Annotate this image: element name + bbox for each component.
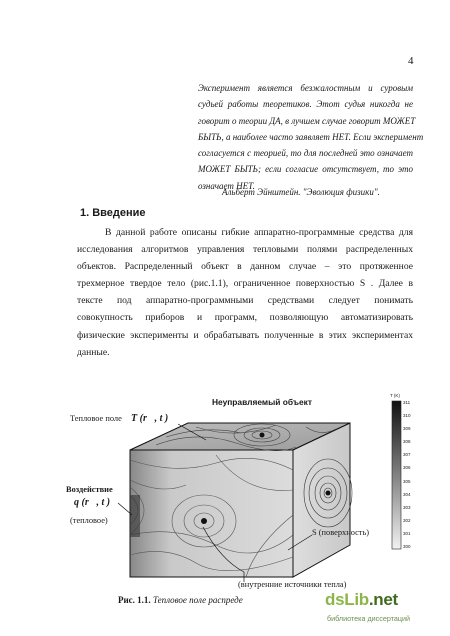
body-line: исследования алгоритмов управления тепловыми полями распределенных: [77, 244, 413, 256]
caption-label: Рис. 1.1.: [118, 595, 151, 605]
figure-title: Неуправляемый объект: [212, 397, 312, 407]
epigraph-line: судьей работы теоретиков. Этот судья никогда не: [198, 99, 413, 110]
epigraph-line: Эксперимент является безжалостным и суровым: [198, 83, 413, 93]
thermal-field-label: Тепловое поле: [70, 414, 122, 423]
epigraph: [198, 80, 424, 194]
scale-tick-label: 301: [403, 530, 411, 536]
caption-text: Тепловое поле распреде: [152, 595, 243, 605]
watermark-logo: [325, 590, 398, 610]
scale-tick-label: 310: [403, 413, 411, 419]
side-hotspot: [326, 491, 331, 496]
epigraph-attribution: Альберт Эйнштейн. "Эволюция физики".: [222, 187, 380, 197]
thermal-field-figure: [66, 385, 416, 600]
scale-tick-label: 302: [403, 517, 411, 523]
inner-source-dot: [201, 518, 207, 524]
scale-tick-label: 306: [403, 465, 411, 471]
section-heading: 1. Введение: [80, 207, 146, 219]
scale-tick-label: 300: [403, 544, 411, 549]
body-line: трехмерное твердое тело (рис.1.1), ограниченное поверхностью S . Далее в: [77, 278, 413, 290]
figure-caption: [118, 595, 243, 605]
watermark-logo-part1: dsLib: [325, 590, 369, 609]
body-paragraph: [77, 224, 413, 361]
top-hotspot: [260, 433, 265, 438]
body-line: физические эксперименты и обрабатывать полученные в этих экспериментах: [77, 329, 413, 341]
scale-tick-label: 303: [403, 504, 411, 510]
body-line: тексте под аппаратно-программными средствами следует понимать: [77, 295, 413, 307]
surface-label: S (поверхность): [312, 528, 370, 537]
epigraph-line: МОЖЕТ БЫТЬ; если согласие отсутствует, то это: [198, 164, 413, 175]
epigraph-line: означает НЕТ.: [198, 180, 255, 191]
heat-input-area: [130, 495, 140, 537]
scale-tick-label: 304: [403, 491, 411, 497]
watermark-logo-part2: .net: [368, 590, 398, 609]
block-side-face: [293, 423, 350, 577]
block-front-face: [130, 450, 293, 577]
page-number: 4: [408, 55, 414, 67]
dslib-watermark: [325, 590, 445, 632]
scale-tick-label: 311: [403, 400, 411, 405]
watermark-subtitle: библиотека диссертаций: [327, 614, 411, 623]
scale-tick-label: 309: [403, 426, 411, 432]
temperature-scale-bar: [392, 401, 401, 549]
scale-tick-label: 305: [403, 478, 411, 484]
body-line: совокупность приборов и программ, позволяющую автоматизировать: [77, 312, 413, 324]
inner-sources-label: (внутренние источники тепла): [238, 580, 347, 589]
scale-tick-label: 308: [403, 439, 411, 445]
action-note: (тепловое): [70, 516, 108, 525]
body-line: В данной работе описаны гибкие аппаратно-программные средства для: [105, 227, 413, 238]
epigraph-line: согласуется с теорией, то для последней это означает: [198, 148, 413, 159]
body-line: объектов. Распределенный объект в данном случае – это протяженное: [77, 261, 413, 273]
body-line: данные.: [77, 346, 110, 358]
thermal-field-formula: T (r⃗, t ): [131, 413, 169, 424]
action-formula: q (r⃗, t ): [74, 497, 111, 508]
action-label: Воздействие: [66, 485, 113, 494]
epigraph-line: БЫТЬ, а наиболее часто заявляет НЕТ. Если эксперимент: [198, 131, 424, 142]
scale-unit-label: T (K): [390, 393, 400, 398]
scale-tick-label: 307: [403, 452, 411, 458]
epigraph-line: говорит о теории ДА, в лучшем случае говорит МОЖЕТ: [198, 115, 416, 126]
